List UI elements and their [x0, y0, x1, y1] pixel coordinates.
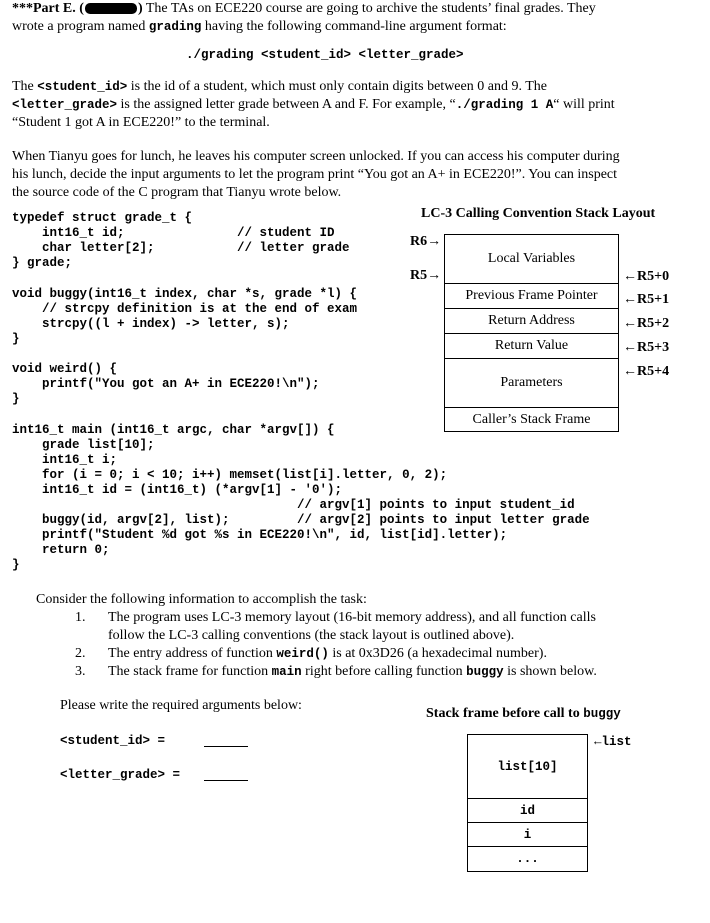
- stack-cell-local-variables: Local Variables: [444, 234, 619, 284]
- code-line: int16_t id; // student ID: [12, 226, 335, 240]
- offset-r5-3: ←R5+3: [623, 340, 670, 355]
- frame-cell-ellipsis: ...: [467, 846, 588, 872]
- code-line: return 0;: [12, 543, 110, 557]
- item-3-number: 3.: [75, 664, 86, 679]
- code-line: printf("Student %d got %s in ECE220!\n", id, list[id].letter);: [12, 528, 508, 542]
- lc3-title: LC-3 Calling Convention Stack Layout: [421, 206, 656, 221]
- program-name: grading: [148, 20, 202, 34]
- frame-cell-id: id: [467, 798, 588, 823]
- offset-r5-0: ←R5+0: [623, 269, 670, 284]
- redacted-name: [85, 3, 137, 14]
- code-line: }: [12, 332, 20, 346]
- code-line: typedef struct grade_t {: [12, 211, 193, 225]
- desc-line-3: “Student 1 got A in ECE220!” to the terminal.: [12, 115, 270, 130]
- stack-cell-parameters: Parameters: [444, 358, 619, 408]
- stack-cell-return-address: Return Address: [444, 308, 619, 334]
- stack-cell-callers-frame: Caller’s Stack Frame: [444, 407, 619, 432]
- code-line: char letter[2]; // letter grade: [12, 241, 350, 255]
- offset-r5-4: ←R5+4: [623, 364, 670, 379]
- code-line: int16_t id = (int16_t) (*argv[1] - '0');: [12, 483, 343, 497]
- code-line: for (i = 0; i < 10; i++) memset(list[i].letter, 0, 2);: [12, 468, 448, 482]
- code-line: }: [12, 558, 20, 572]
- item-3-text: The stack frame for function main right before calling function buggy is shown below.: [108, 664, 597, 679]
- stack-cell-return-value: Return Value: [444, 333, 619, 359]
- command-format: ./grading <student_id> <letter_grade>: [186, 48, 464, 62]
- desc-line-2: <letter_grade> is the assigned letter grade between A and F. For example, “./grading 1 A“ will print: [12, 97, 615, 112]
- item-1-line-2: follow the LC-3 calling conventions (the stack layout is outlined above).: [108, 628, 515, 643]
- item-2-text: The entry address of function weird() is at 0x3D26 (a hexadecimal number).: [108, 646, 547, 661]
- student-id-label: <student_id> =: [60, 734, 166, 748]
- consider-intro: Consider the following information to accomplish the task:: [36, 592, 367, 607]
- letter-grade-label: <letter_grade> =: [60, 768, 181, 782]
- answers-prompt: Please write the required arguments below:: [60, 698, 302, 713]
- code-line: buggy(id, argv[2], list); // argv[2] points to input letter grade: [12, 513, 590, 527]
- item-1-line-1: The program uses LC-3 memory layout (16-bit memory address), and all function calls: [108, 610, 596, 625]
- code-line: }: [12, 392, 20, 406]
- code-line: printf("You got an A+ in ECE220!\n");: [12, 377, 320, 391]
- code-line: grade list[10];: [12, 438, 155, 452]
- code-line: strcpy((l + index) -> letter, s);: [12, 317, 290, 331]
- letter-grade-answer-blank[interactable]: [204, 768, 248, 786]
- item-1-number: 1.: [75, 610, 86, 625]
- part-label: Part E. (: [33, 1, 84, 16]
- frame-title: Stack frame before call to buggy: [426, 706, 621, 721]
- code-line: } grade;: [12, 256, 73, 270]
- code-line: int16_t main (int16_t argc, char *argv[]) {: [12, 423, 335, 437]
- code-line: void weird() {: [12, 362, 118, 376]
- scenario-line-3: the source code of the C program that Tianyu wrote below.: [12, 185, 342, 200]
- code-line: void buggy(int16_t index, char *s, grade *l) {: [12, 287, 358, 301]
- scenario-line-1: When Tianyu goes for lunch, he leaves his computer screen unlocked. If you can access his computer during: [12, 149, 620, 164]
- student-id-answer-blank[interactable]: [204, 734, 248, 752]
- list-pointer: ←list: [594, 735, 632, 749]
- offset-r5-2: ←R5+2: [623, 316, 670, 331]
- scenario-line-2: his lunch, decide the input arguments to let the program print “You got an A+ in ECE220!”. You can inspect: [12, 167, 618, 182]
- offset-r5-1: ←R5+1: [623, 292, 670, 307]
- code-line: int16_t i;: [12, 453, 118, 467]
- frame-cell-i: i: [467, 822, 588, 847]
- r5-pointer: R5→: [410, 268, 442, 283]
- code-line: // strcpy definition is at the end of exam: [12, 302, 358, 316]
- header-line-1: ***Part E. ( ) The TAs on ECE220 course are going to archive the students’ final grades. They: [12, 1, 596, 16]
- code-line: // argv[1] points to input student_id: [12, 498, 575, 512]
- r6-pointer: R6→: [410, 234, 442, 249]
- stars: ***: [12, 1, 33, 16]
- stack-cell-previous-frame-pointer: Previous Frame Pointer: [444, 283, 619, 309]
- frame-cell-list: list[10]: [467, 734, 588, 799]
- header-line-2: wrote a program named grading having the following command-line argument format:: [12, 19, 507, 34]
- item-2-number: 2.: [75, 646, 86, 661]
- desc-line-1: The <student_id> is the id of a student, which must only contain digits between 0 and 9. The: [12, 79, 547, 94]
